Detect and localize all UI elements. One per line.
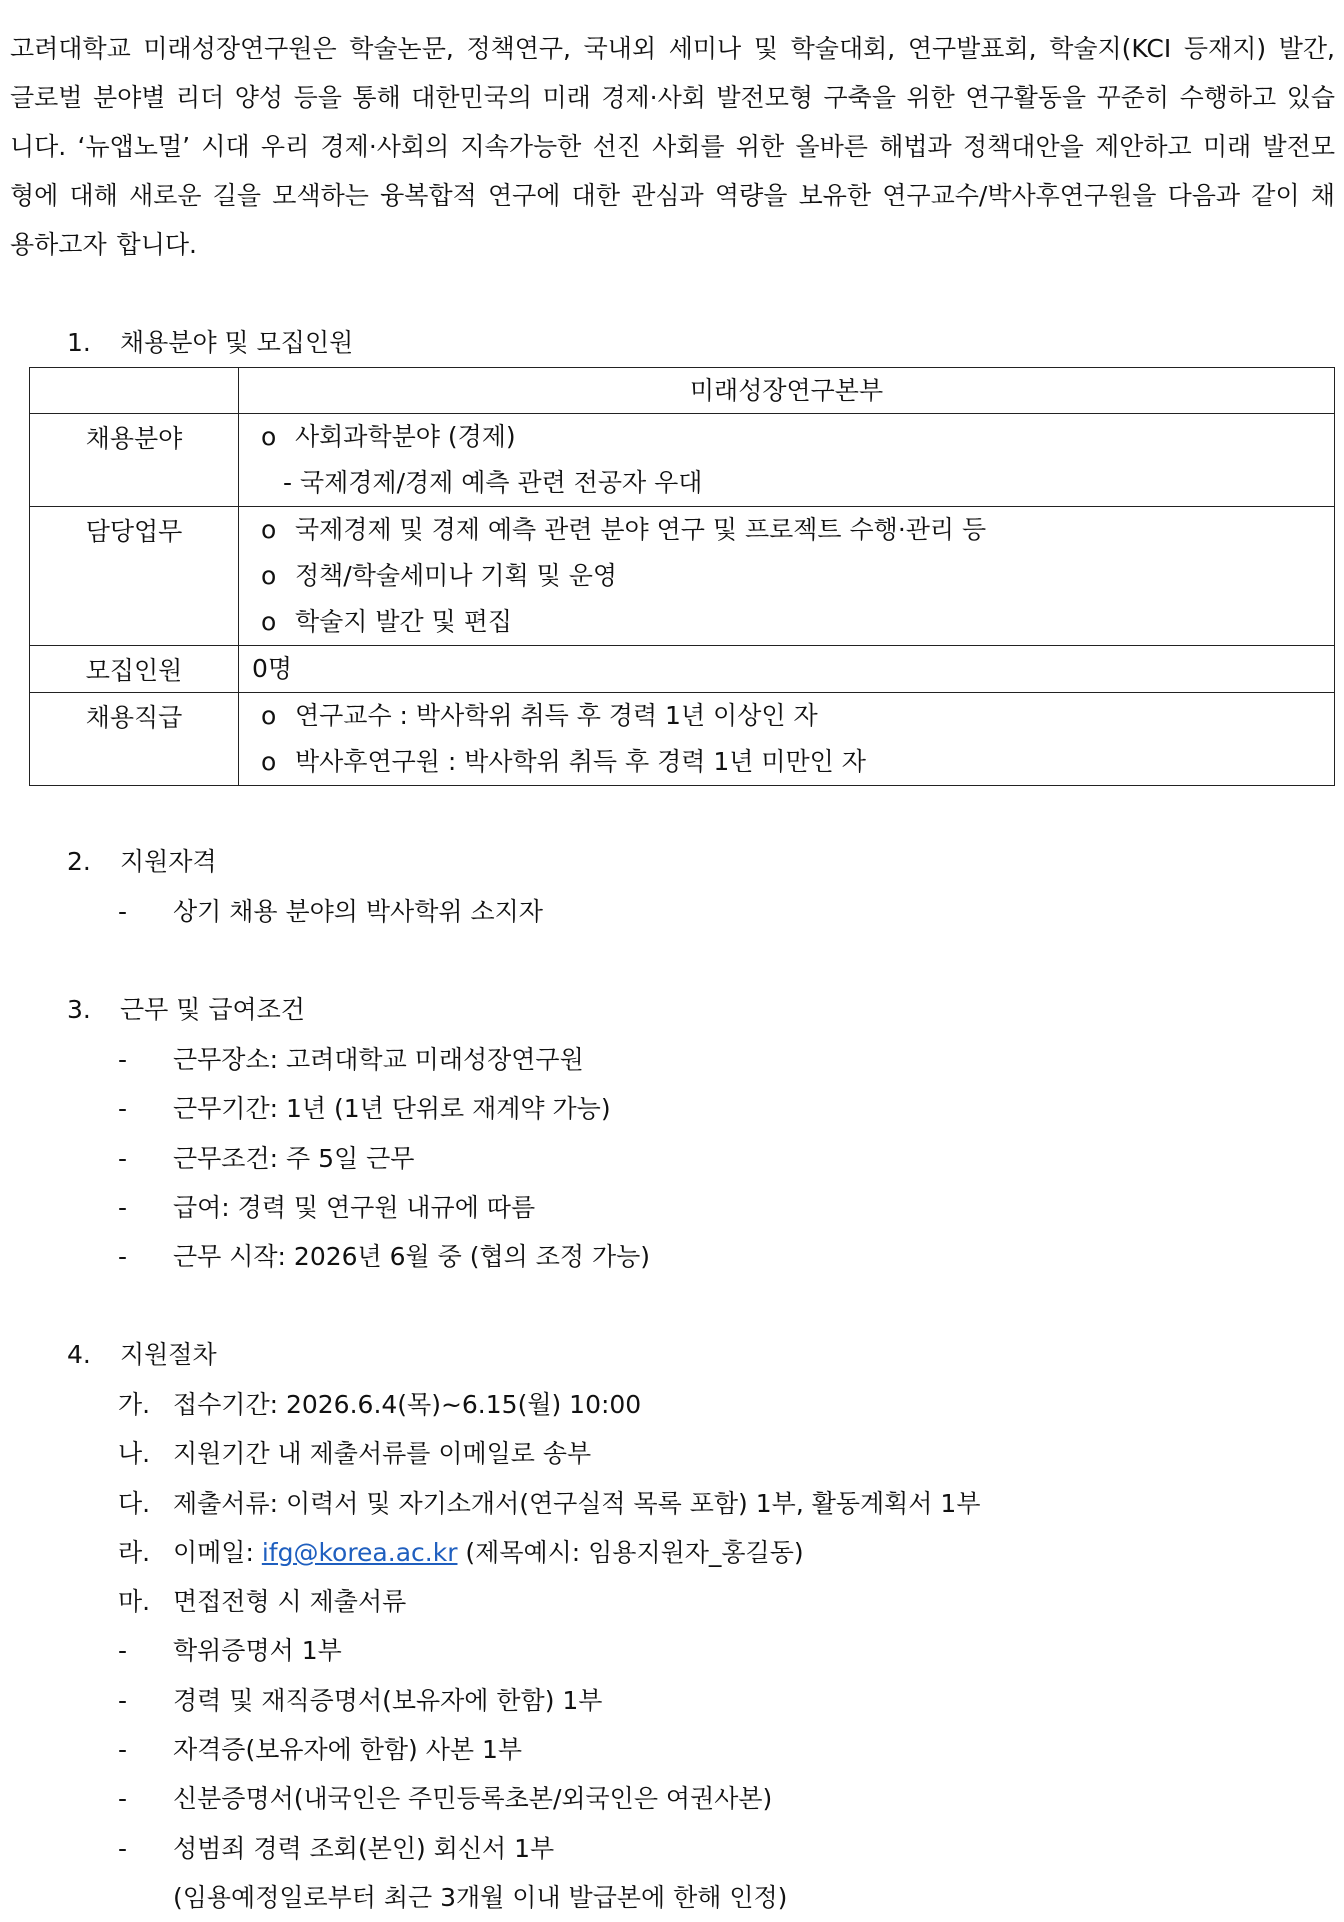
document-item: - 학위증명서 1부 xyxy=(118,1626,980,1675)
list-item: 마. 면접전형 시 제출서류 xyxy=(118,1577,980,1626)
section-number: 3. xyxy=(67,995,91,1024)
dash-mark: - xyxy=(118,1045,128,1074)
list-item: - 급여: 경력 및 연구원 내규에 따름 xyxy=(118,1183,650,1232)
row-label: 모집인원 xyxy=(30,646,239,693)
dash-mark: - xyxy=(118,1636,128,1666)
row-content xyxy=(239,693,1335,786)
table-row xyxy=(30,507,1335,646)
row-content xyxy=(239,507,1335,646)
section-heading-3 xyxy=(67,990,305,1030)
table-corner-cell xyxy=(30,368,239,414)
bullet-mark: ο xyxy=(261,422,277,451)
section-title: 근무 및 급여조건 xyxy=(120,995,305,1024)
list-item: - 근무장소: 고려대학교 미래성장연구원 xyxy=(118,1035,650,1084)
dash-mark: - xyxy=(118,897,128,926)
row-label: 채용직급 xyxy=(30,693,239,786)
table-header-cell: 미래성장연구본부 xyxy=(239,368,1335,414)
content-subline: - 국제경제/경제 예측 관련 전공자 우대 xyxy=(283,468,703,497)
email-link[interactable]: ifg@korea.ac.kr xyxy=(261,1537,458,1567)
table-row xyxy=(30,414,1335,507)
dash-mark: - xyxy=(118,1242,128,1272)
list-item: - 근무조건: 주 5일 근무 xyxy=(118,1134,650,1183)
section-number: 1. xyxy=(67,328,91,357)
row-content xyxy=(239,646,1335,693)
row-label: 담당업무 xyxy=(30,507,239,646)
section-number: 4. xyxy=(67,1340,91,1369)
document-note: (임용예정일로부터 최근 3개월 이내 발급본에 한해 인정) xyxy=(173,1882,788,1912)
item-mark: 가. xyxy=(118,1390,151,1419)
bullet-mark: ο xyxy=(261,701,277,730)
item-mark: 라. xyxy=(118,1537,151,1567)
section-title: 채용분야 및 모집인원 xyxy=(120,328,354,357)
section-title: 지원자격 xyxy=(120,847,217,876)
intro-paragraph: 고려대학교 미래성장연구원은 학술논문, 정책연구, 국내외 세미나 및 학술대회, 연구발표회, 학술지(KCI 등재지) 발간, 글로벌 분야별 리더 양성 등을 통해 대한민국의 미래 경제·사회 발전모형 구축을 위한 연구활동을 꾸준히 수행하고 있습니다. ‘뉴앱노멀’ 시대 우리 경제·사회의 지속가능한 선진 사회를 위한 올바른 해법과 정책대안을 제안하고 미래 발전모형에 대해 새로운 길을 모색하는 융복합적 연구에 대한 관심과 역량을 보유한 연구교수/박사후연구원을 다음과 같이 채용하고자 합니다. xyxy=(10,34,1335,259)
content-line: ο 사회과학분야 (경제) xyxy=(239,414,1334,460)
section-title: 지원절차 xyxy=(120,1340,217,1369)
list-item: - 상기 채용 분야의 박사학위 소지자 xyxy=(118,887,543,936)
procedure-list xyxy=(118,1380,980,1922)
content-line: ο 국제경제 및 경제 예측 관련 분야 연구 및 프로젝트 수행·관리 등 xyxy=(239,507,1334,553)
dash-mark: - xyxy=(118,1784,128,1814)
list-item: 가. 접수기간: 2026.6.4(목)~6.15(월) 10:00 xyxy=(118,1380,980,1429)
document-item: - 신분증명서(내국인은 주민등록초본/외국인은 여권사본) xyxy=(118,1774,980,1823)
content-line: ο 학술지 발간 및 편집 xyxy=(239,599,1334,645)
document-item: - 성범죄 경력 조회(본인) 회신서 1부 xyxy=(118,1824,980,1873)
dash-mark: - xyxy=(118,1735,128,1765)
list-item: 다. 제출서류: 이력서 및 자기소개서(연구실적 목록 포함) 1부, 활동계획서 1부 xyxy=(118,1479,980,1528)
section-heading-2 xyxy=(67,842,217,882)
dash-mark: - xyxy=(118,1833,128,1863)
bullet-mark: ο xyxy=(261,747,277,776)
table-row xyxy=(30,693,1335,786)
content-line: ο 박사후연구원 : 박사학위 취득 후 경력 1년 미만인 자 xyxy=(239,739,1334,785)
list-item: - 근무기간: 1년 (1년 단위로 재계약 가능) xyxy=(118,1084,650,1133)
row-label: 채용분야 xyxy=(30,414,239,507)
section-number: 2. xyxy=(67,847,91,876)
item-mark: 마. xyxy=(118,1587,151,1617)
dash-mark: - xyxy=(118,1685,128,1715)
table-header-row xyxy=(30,368,1335,414)
table-row xyxy=(30,646,1335,693)
dash-mark: - xyxy=(118,1143,128,1173)
bullet-mark: ο xyxy=(261,515,277,544)
row-content xyxy=(239,414,1335,507)
document-item: - 자격증(보유자에 한함) 사본 1부 xyxy=(118,1725,980,1774)
list-item: 나. 지원기간 내 제출서류를 이메일로 송부 xyxy=(118,1429,980,1478)
list-item: - 근무 시작: 2026년 6월 중 (협의 조정 가능) xyxy=(118,1232,650,1281)
bullet-mark: ο xyxy=(261,561,277,590)
content-line: ο 정책/학술세미나 기획 및 운영 xyxy=(239,553,1334,599)
list-item: 라. 이메일: ifg@korea.ac.kr (제목예시: 임용지원자_홍길동) xyxy=(118,1528,980,1577)
recruitment-table xyxy=(29,367,1335,786)
dash-mark: - xyxy=(118,1192,128,1222)
item-mark: 다. xyxy=(118,1488,151,1518)
item-mark: 나. xyxy=(118,1439,151,1469)
conditions-list xyxy=(118,1035,650,1281)
content-line: 0명 xyxy=(252,654,293,683)
qualification-list xyxy=(118,887,543,936)
section-heading-1 xyxy=(67,323,353,363)
document-item: - 경력 및 재직증명서(보유자에 한함) 1부 xyxy=(118,1676,980,1725)
section-heading-4 xyxy=(67,1335,217,1375)
content-line: ο 연구교수 : 박사학위 취득 후 경력 1년 이상인 자 xyxy=(239,693,1334,739)
dash-mark: - xyxy=(118,1094,128,1124)
bullet-mark: ο xyxy=(261,607,277,636)
